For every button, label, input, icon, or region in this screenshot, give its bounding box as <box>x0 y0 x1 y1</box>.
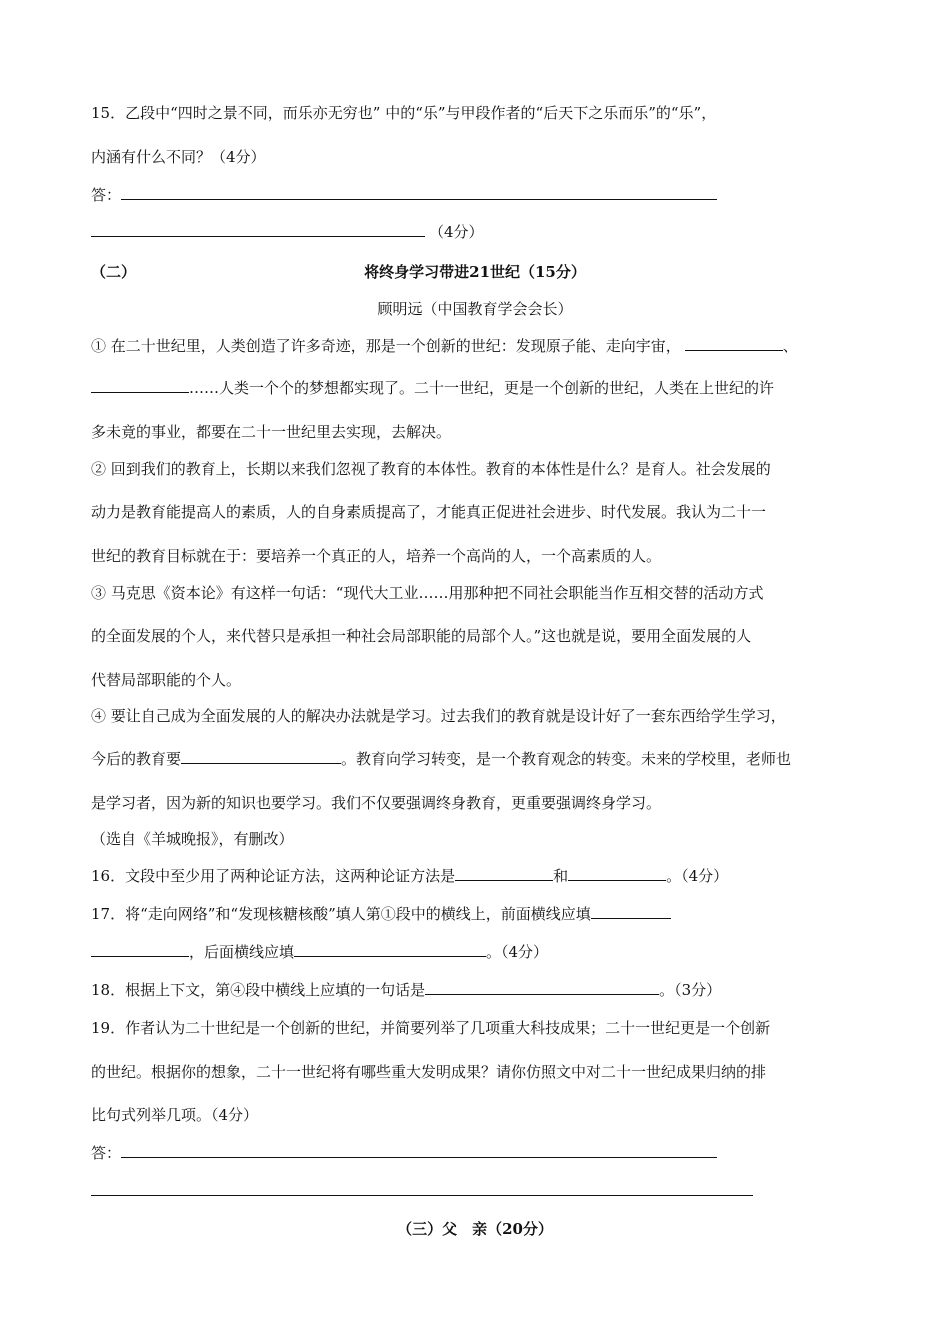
article-title: 将终身学习带进21世纪（15分） <box>364 263 586 281</box>
section-3-title: （三）父 亲（20分） <box>397 1220 553 1238</box>
question-text: 。（4分） <box>486 943 549 961</box>
paragraph-2-line-3: 世纪的教育目标就在于：要培养一个真正的人，培养一个高尚的人，一个高素质的人。 <box>91 547 662 565</box>
paragraph-2-line-2: 动力是教育能提高人的素质，人的自身素质提高了，才能真正促进社会进步、时代发展。我认为二十一 <box>91 503 767 521</box>
fill-blank-3[interactable] <box>181 749 341 764</box>
answer-blank[interactable] <box>121 1143 717 1158</box>
question-16 <box>91 866 728 886</box>
answer-blank[interactable] <box>91 222 425 237</box>
section-label: （二） <box>91 263 137 281</box>
article-author: 顾明远（中国教育学会会长） <box>377 300 573 318</box>
paragraph-1-line-1 <box>91 336 798 356</box>
source-note: （选自《羊城晚报》，有删改） <box>91 830 294 848</box>
paragraph-text: 。教育向学习转变，是一个教育观念的转变。未来的学校里，老师也 <box>341 750 792 768</box>
question-text: 16．文段中至少用了两种论证方法，这两种论证方法是 <box>91 867 456 885</box>
fill-blank-2[interactable] <box>91 378 189 393</box>
question-18 <box>91 980 721 1000</box>
question-text: 。（3分） <box>659 981 722 999</box>
question-text: 18．根据上下文，第④段中横线上应填的一句话是 <box>91 981 426 999</box>
score-label: （4分） <box>429 223 484 241</box>
answer-line-q19[interactable] <box>91 1143 717 1163</box>
paragraph-text: 今后的教育要 <box>91 750 182 768</box>
paragraph-text: ……人类一个个的梦想都实现了。二十一世纪，更是一个创新的世纪，人类在上世纪的许 <box>189 379 775 397</box>
answer-line-q19-2[interactable] <box>91 1181 753 1201</box>
answer-blank[interactable] <box>568 866 666 881</box>
answer-line-q15[interactable] <box>91 185 717 205</box>
paragraph-4-line-1: ④ 要让自己成为全面发展的人的解决办法就是学习。过去我们的教育就是设计好了一套东西给学生学习， <box>91 707 786 725</box>
answer-blank[interactable] <box>91 1181 753 1196</box>
question-19-line-1: 19．作者认为二十世纪是一个创新的世纪，并简要列举了几项重大科技成果；二十一世纪更是一个创新 <box>91 1019 771 1037</box>
paragraph-text: ① 在二十世纪里，人类创造了许多奇迹，那是一个创新的世纪：发现原子能、走向宇宙， <box>91 337 681 355</box>
answer-blank[interactable] <box>91 942 189 957</box>
paragraph-4-line-2 <box>91 749 791 769</box>
paragraph-1-line-2 <box>91 378 774 398</box>
paragraph-2-line-1: ② 回到我们的教育上，长期以来我们忽视了教育的本体性。教育的本体性是什么？是育人。社会发展的 <box>91 460 771 478</box>
question-15-line-1: 15．乙段中“四时之景不同，而乐亦无穷也” 中的“乐”与甲段作者的“后天下之乐而乐”的“乐”， <box>91 104 717 122</box>
answer-blank[interactable] <box>121 185 717 200</box>
paragraph-3-line-1: ③ 马克思《资本论》有这样一句话：“现代大工业……用那种把不同社会职能当作互相交替的活动方式 <box>91 584 764 602</box>
answer-blank[interactable] <box>294 942 486 957</box>
paragraph-4-line-3: 是学习者，因为新的知识也要学习。我们不仅要强调终身教育，更重要强调终身学习。 <box>91 794 662 812</box>
paragraph-text: 、 <box>782 337 798 355</box>
question-text: 和 <box>553 867 569 885</box>
paragraph-3-line-2: 的全面发展的个人，来代替只是承担一种社会局部职能的局部个人。”这也就是说，要用全面发展的人 <box>91 627 752 645</box>
question-17-line-2 <box>91 942 548 962</box>
fill-blank-1[interactable] <box>685 336 783 351</box>
question-19-line-3: 比句式列举几项。（4分） <box>91 1106 259 1124</box>
answer-line-q15-2[interactable] <box>91 222 484 242</box>
question-text: 17．将“走向网络”和“发现核糖核酸”填人第①段中的横线上，前面横线应填 <box>91 905 591 923</box>
answer-label: 答： <box>91 186 122 204</box>
paragraph-1-line-3: 多未竟的事业，都要在二十一世纪里去实现，去解决。 <box>91 423 452 441</box>
question-19-line-2: 的世纪。根据你的想象，二十一世纪将有哪些重大发明成果？请你仿照文中对二十一世纪成果归纳的排 <box>91 1063 767 1081</box>
paragraph-3-line-3: 代替局部职能的个人。 <box>91 671 242 689</box>
answer-blank[interactable] <box>455 866 553 881</box>
question-text: ，后面横线应填 <box>189 943 295 961</box>
answer-label: 答： <box>91 1144 122 1162</box>
answer-blank[interactable] <box>591 904 671 919</box>
question-text: 。（4分） <box>666 867 729 885</box>
question-15-line-2: 内涵有什么不同？（4分） <box>91 148 266 166</box>
answer-blank[interactable] <box>425 980 659 995</box>
question-17-line-1 <box>91 904 671 924</box>
